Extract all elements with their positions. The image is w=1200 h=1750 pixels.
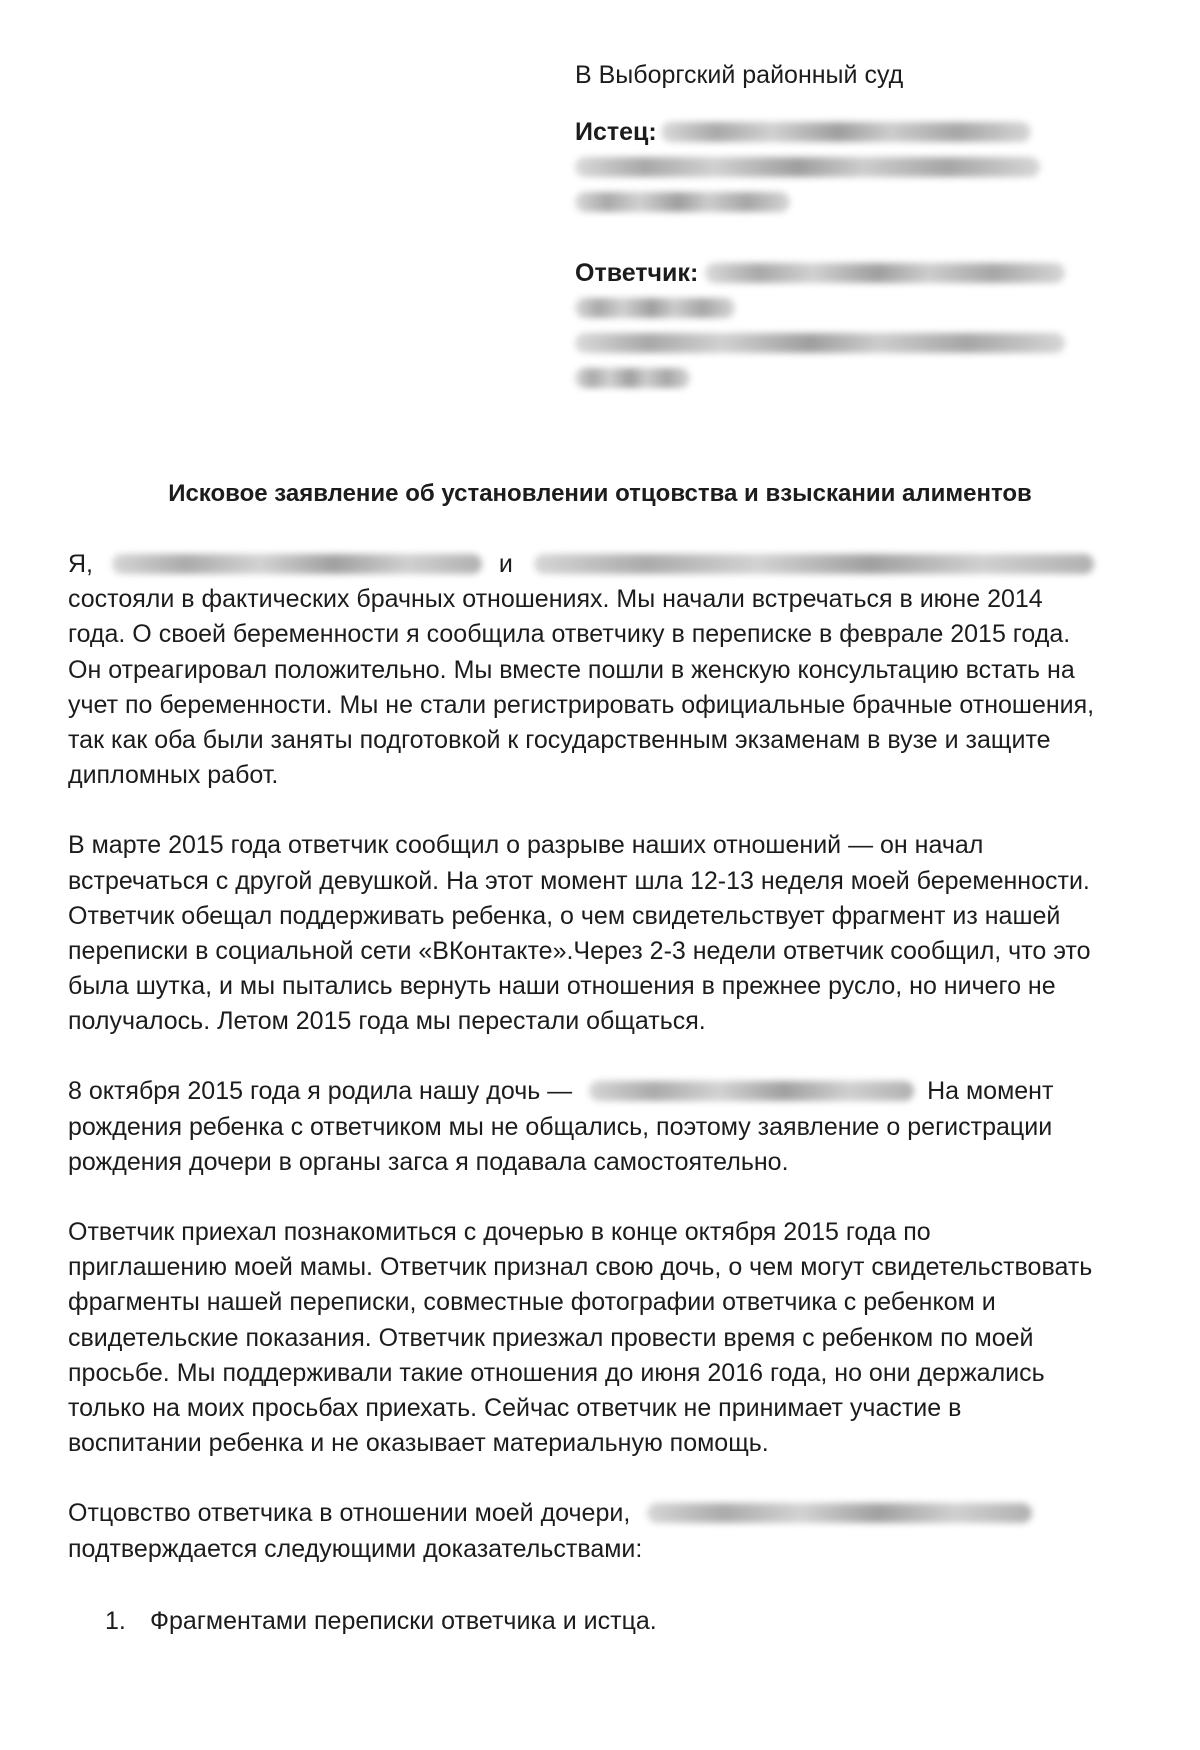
defendant-block	[575, 256, 1135, 396]
plaintiff-block	[575, 115, 1135, 220]
paragraph-4: Ответчик приехал познакомиться с дочерью в конце октября 2015 года по приглашению моей мамы. Ответчик признал свою дочь, о чем могут свидетельствовать фрагменты нашей переписки, совместные фотографии ответчика с ребенком и свидетельские показания. Ответчик приезжал провести время с ребенком по моей просьбе. Мы поддерживали такие отношения до июня 2016 года, но они держались только на моих просьбах приехать. Сейчас ответчик не принимает участие в воспитании ребенка и не оказывает материальную помощь.	[68, 1218, 1093, 1458]
redacted-daughter-name-2	[647, 1503, 1032, 1523]
list-item: 1. Фрагментами переписки ответчика и истца.	[105, 1607, 657, 1635]
redacted-plaintiff-address	[575, 157, 1040, 177]
redacted-plaintiff-address-2	[575, 192, 790, 212]
redacted-daughter-name	[589, 1081, 914, 1101]
paragraph-1: Я, и состояли в фактических брачных отношениях. Мы начали встречаться в июне 2014 года. О своей беременности я сообщила ответчику в переписке в феврале 2015 года. Он отреагировал положительно. Мы вместе пошли в женскую консультацию встать на учет по беременности. Мы не стали регистрировать официальные брачные отношения, так как оба были заняты подготовкой к государственным экзаменам в вузе и защите дипломных работ.	[68, 550, 1095, 790]
document-title: Исковое заявление об установлении отцовства и взыскании алиментов	[168, 480, 1032, 507]
redacted-plaintiff-fullname	[112, 554, 482, 574]
defendant-label: Ответчик:	[575, 259, 699, 287]
header-block	[575, 58, 1135, 432]
court-name: В Выборгский районный суд	[575, 61, 904, 89]
redacted-defendant-address-2	[575, 368, 690, 388]
redacted-defendant-name-2	[575, 298, 735, 318]
paragraph-5: Отцовство ответчика в отношении моей дочери, подтверждается следующими доказательствами:	[68, 1496, 1148, 1566]
evidence-list	[105, 1604, 657, 1639]
redacted-defendant-name	[705, 263, 1065, 283]
redacted-plaintiff-name	[661, 122, 1031, 142]
paragraph-3: 8 октября 2015 года я родила нашу дочь — На момент рождения ребенка с ответчиком мы не общались, поэтому заявление о регистрации рождения дочери в органы загса я подавала самостоятельно.	[68, 1077, 1054, 1176]
document-body	[68, 547, 1148, 1602]
plaintiff-label: Истец:	[575, 118, 657, 146]
redacted-defendant-fullname	[534, 554, 1094, 574]
paragraph-2: В марте 2015 года ответчик сообщил о разрыве наших отношений — он начал встречаться с другой девушкой. На этот момент шла 12-13 неделя моей беременности. Ответчик обещал поддерживать ребенка, о чем свидетельствует фрагмент из нашей переписки в социальной сети «ВКонтакте».Через 2-3 недели ответчик сообщил, что это была шутка, и мы пытались вернуть наши отношения в прежнее русло, но ничего не получалось. Летом 2015 года мы перестали общаться.	[68, 831, 1091, 1036]
redacted-defendant-address	[575, 333, 1065, 353]
